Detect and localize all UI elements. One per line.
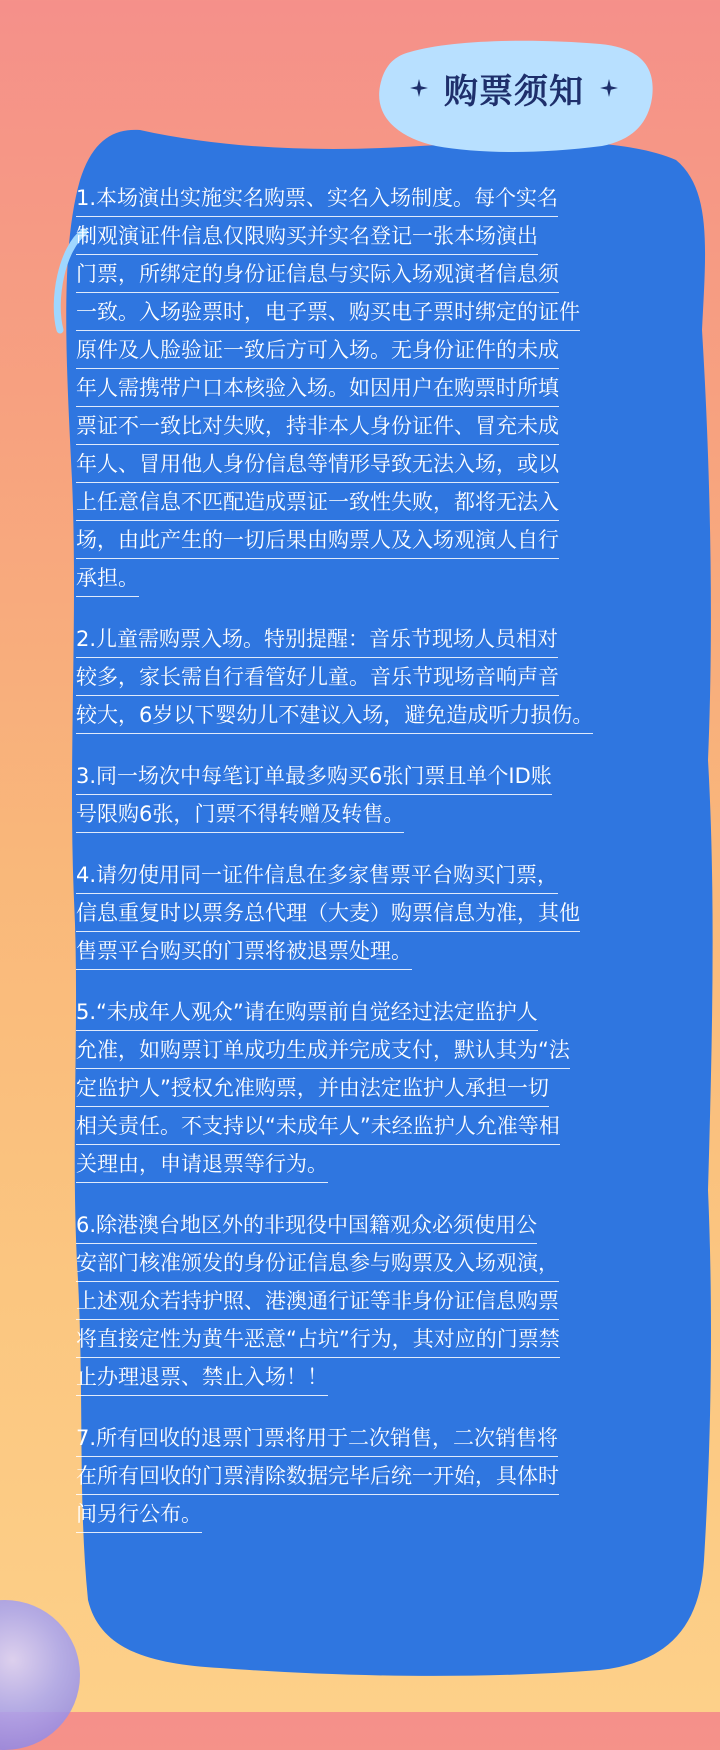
notice-line: 年人、冒用他人身份信息等情形导致无法入场，或以: [76, 450, 559, 483]
notice-line: 号限购6张，门票不得转赠及转售。: [76, 800, 404, 833]
notice-line: 关理由，申请退票等行为。: [76, 1150, 328, 1183]
notice-line: 在所有回收的门票清除数据完毕后统一开始，具体时: [76, 1462, 559, 1495]
notice-line: 间另行公布。: [76, 1500, 202, 1533]
notice-line: 5.“未成年人观众”请在购票前自觉经过法定监护人: [76, 998, 538, 1031]
notice-line: 6.除港澳台地区外的非现役中国籍观众必须使用公: [76, 1211, 537, 1244]
notice-line: 场，由此产生的一切后果由购票人及入场观演人自行: [76, 526, 559, 559]
notice-line: 相关责任。不支持以“未成年人”未经监护人允准等相: [76, 1112, 560, 1145]
notice-item-1: [76, 184, 668, 597]
notice-item-3: [76, 762, 668, 833]
title-text: 购票须知: [444, 71, 584, 112]
notice-line: 1.本场演出实施实名购票、实名入场制度。每个实名: [76, 184, 558, 217]
notice-list: [76, 184, 668, 1561]
notice-line: 原件及人脸验证一致后方可入场。无身份证件的未成: [76, 336, 559, 369]
page-title: [396, 58, 632, 118]
notice-line: 允准，如购票订单成功生成并完成支付，默认其为“法: [76, 1036, 570, 1069]
notice-line: 一致。入场验票时，电子票、购买电子票时绑定的证件: [76, 298, 580, 331]
notice-line: 制观演证件信息仅限购买并实名登记一张本场演出: [76, 222, 538, 255]
notice-item-5: [76, 998, 668, 1183]
notice-line: 2.儿童需购票入场。特别提醒：音乐节现场人员相对: [76, 625, 558, 658]
notice-line: 上述观众若持护照、港澳通行证等非身份证信息购票: [76, 1287, 559, 1320]
sparkle-star-icon: [410, 79, 428, 97]
notice-line: 门票，所绑定的身份证信息与实际入场观演者信息须: [76, 260, 559, 293]
notice-line: 止办理退票、禁止入场！！: [76, 1363, 328, 1396]
notice-line: 较大，6岁以下婴幼儿不建议入场，避免造成听力损伤。: [76, 701, 593, 734]
notice-item-7: [76, 1424, 668, 1533]
notice-line: 票证不一致比对失败，持非本人身份证件、冒充未成: [76, 412, 559, 445]
notice-line: 较多，家长需自行看管好儿童。音乐节现场音响声音: [76, 663, 559, 696]
notice-line: 承担。: [76, 564, 139, 597]
notice-line: 售票平台购买的门票将被退票处理。: [76, 937, 412, 970]
sparkle-star-icon: [600, 79, 618, 97]
notice-line: 4.请勿使用同一证件信息在多家售票平台购买门票，: [76, 861, 558, 894]
notice-item-2: [76, 625, 668, 734]
notice-item-6: [76, 1211, 668, 1396]
notice-line: 年人需携带户口本核验入场。如因用户在购票时所填: [76, 374, 559, 407]
notice-line: 定监护人”授权允准购票，并由法定监护人承担一切: [76, 1074, 549, 1107]
notice-item-4: [76, 861, 668, 970]
notice-line: 将直接定性为黄牛恶意“占坑”行为，其对应的门票禁: [76, 1325, 560, 1358]
notice-line: 安部门核准颁发的身份证信息参与购票及入场观演，: [76, 1249, 559, 1282]
notice-line: 3.同一场次中每笔订单最多购买6张门票且单个ID账: [76, 762, 552, 795]
notice-line: 信息重复时以票务总代理（大麦）购票信息为准，其他: [76, 899, 580, 932]
notice-line: 7.所有回收的退票门票将用于二次销售，二次销售将: [76, 1424, 558, 1457]
notice-line: 上任意信息不匹配造成票证一致性失败，都将无法入: [76, 488, 559, 521]
